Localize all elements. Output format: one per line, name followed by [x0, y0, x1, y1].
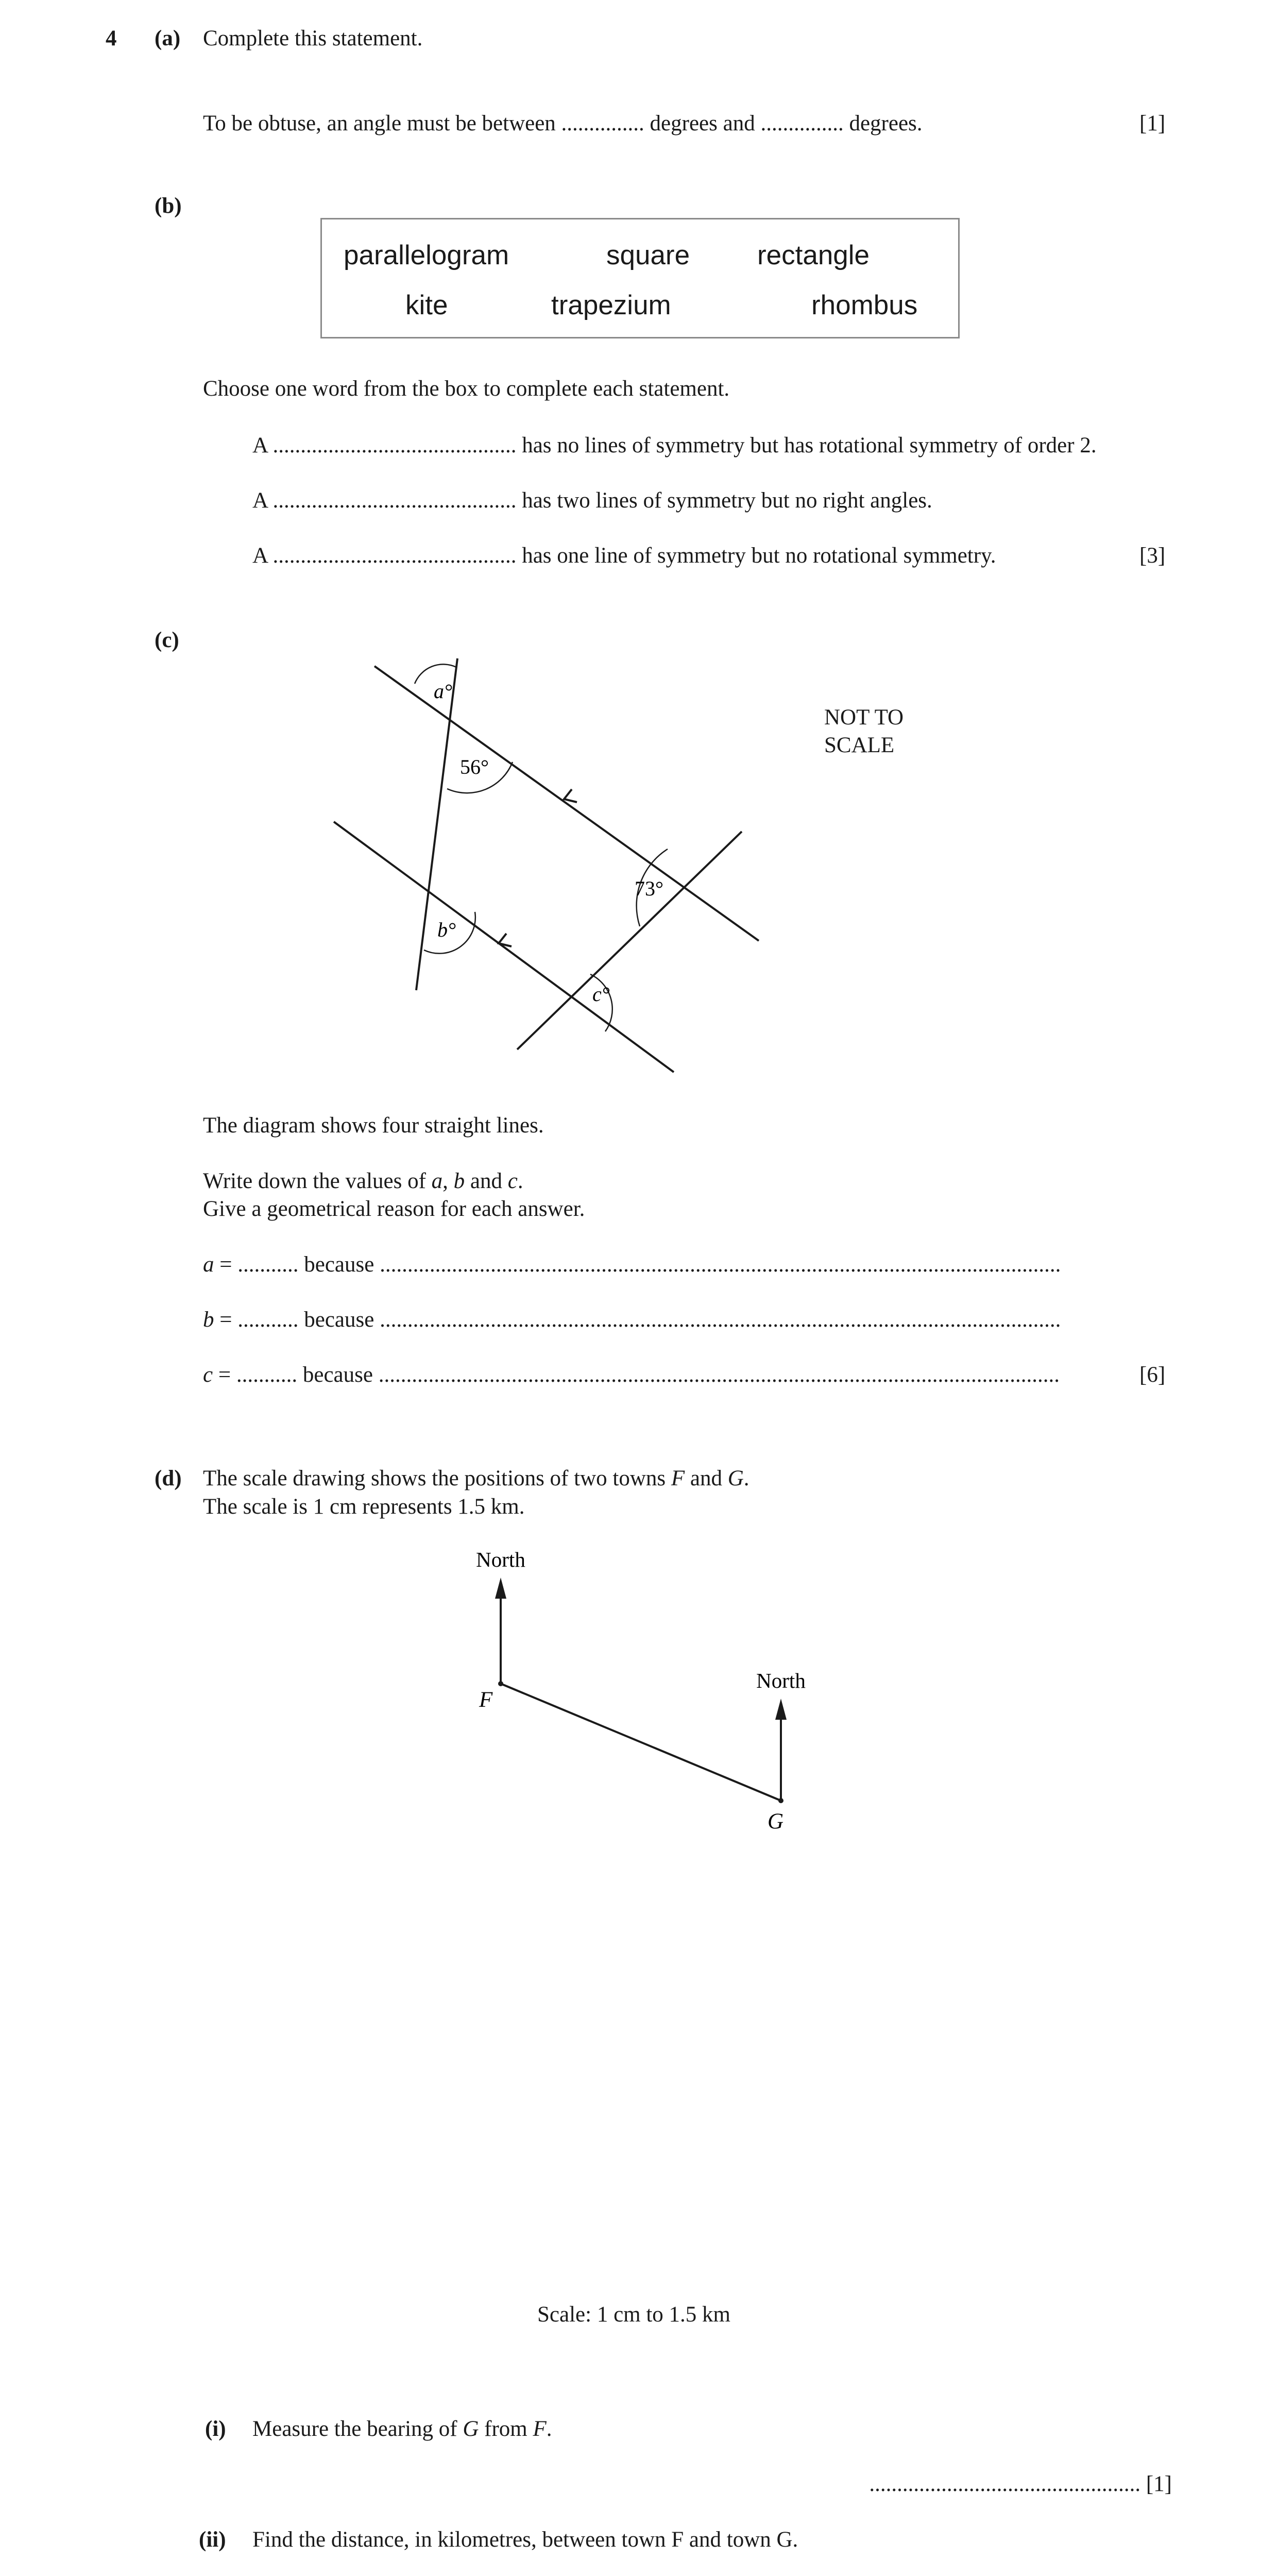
comma: , [442, 1169, 448, 1193]
part-d-label: (d) [155, 1466, 182, 1490]
var-a: a [431, 1169, 443, 1193]
value-blank-c[interactable]: ........... [236, 1363, 298, 1387]
and: and [470, 1169, 503, 1193]
part-d-i-answer [869, 2471, 1172, 2497]
part-a-text-2: degrees and [650, 111, 755, 135]
parallel-arrow-lower [499, 934, 512, 946]
transversal-line-right [517, 832, 742, 1049]
town-g: G [463, 2417, 479, 2441]
because: because [302, 1363, 373, 1387]
part-d-i-text [252, 2416, 552, 2442]
statement-text: has one line of symmetry but no rotational symmetry. [522, 544, 996, 568]
statement-text: has no lines of symmetry but has rotational symmetry of order 2. [522, 433, 1097, 457]
text: Measure the bearing of [252, 2417, 457, 2441]
box-word-rectangle: rectangle [757, 240, 870, 270]
part-c-text-2 [203, 1168, 523, 1194]
town-g-point [778, 1798, 783, 1803]
parallel-line-upper [374, 666, 759, 941]
box-word-rhombus: rhombus [811, 290, 918, 320]
not-to-scale-line-1: NOT TO [824, 705, 904, 730]
article: A [252, 488, 267, 513]
reason-blank-c[interactable]: ........................................................................................................................... [378, 1363, 1060, 1387]
part-b-marks: [3] [1139, 544, 1166, 568]
town-g-label: G [768, 1809, 784, 1834]
angle-73-label: 73° [635, 877, 663, 900]
north-label-f: North [476, 1548, 525, 1571]
part-c-label: (c) [155, 628, 179, 652]
answer-blank[interactable]: ................................................. [869, 2472, 1141, 2496]
town-f: F [671, 1466, 685, 1490]
box-word-parallelogram: parallelogram [344, 240, 509, 270]
and: and [690, 1466, 722, 1490]
part-d-line-1 [203, 1466, 749, 1491]
box-word-kite: kite [405, 290, 448, 320]
part-c-text-3: Give a geometrical reason for each answer. [203, 1197, 585, 1221]
answer-line-b [203, 1307, 1061, 1332]
parallel-arrow-upper [564, 789, 577, 802]
part-d-ii-label: (ii) [199, 2528, 226, 2552]
part-a-label: (a) [155, 26, 181, 50]
var-c: c [507, 1169, 518, 1193]
angle-c-label: c° [592, 982, 610, 1006]
statement-text: has two lines of symmetry but no right angles. [522, 488, 932, 513]
part-d-ii-text: Find the distance, in kilometres, between town F and town G. [252, 2528, 798, 2552]
scale-drawing [0, 1520, 1278, 1850]
value-blank-a[interactable]: ........... [237, 1252, 299, 1277]
town-g: G [727, 1466, 744, 1490]
var-b: b [453, 1169, 465, 1193]
angle-a-label: a° [434, 680, 452, 703]
angle-b-label: b° [437, 918, 456, 941]
answer-blank[interactable]: ............................................ [272, 544, 517, 568]
not-to-scale-line-2: SCALE [824, 733, 895, 757]
part-c-marks: [6] [1139, 1363, 1166, 1387]
reason-blank-b[interactable]: ........................................................................................................................... [380, 1308, 1061, 1332]
box-word-trapezium: trapezium [551, 290, 671, 320]
part-b-instruction: Choose one word from the box to complete each statement. [203, 377, 730, 401]
line-f-to-g [501, 1684, 781, 1801]
part-a-marks: [1] [1139, 111, 1166, 135]
question-number: 4 [106, 26, 117, 50]
north-arrowhead-g [775, 1699, 787, 1720]
equals: = [219, 1252, 232, 1277]
angle-56-label: 56° [460, 755, 489, 778]
equals: = [219, 1308, 232, 1332]
part-a-text-3: degrees. [849, 111, 923, 135]
reason-blank-a[interactable]: ........................................................................................................................... [380, 1252, 1061, 1277]
period: . [743, 1466, 749, 1490]
town-f-point [498, 1681, 503, 1686]
because: because [304, 1252, 374, 1277]
answer-line-a [203, 1252, 1061, 1277]
value-blank-b[interactable]: ........... [237, 1308, 299, 1332]
part-a-answer-blank-2[interactable]: ............... [760, 111, 844, 135]
answer-blank[interactable]: ............................................ [272, 488, 517, 513]
article: A [252, 433, 267, 457]
answer-blank[interactable]: ............................................ [272, 433, 517, 457]
north-arrowhead-f [495, 1578, 506, 1599]
text: The scale drawing shows the positions of two towns [203, 1466, 666, 1490]
part-a-answer-blank-1[interactable]: ............... [561, 111, 644, 135]
from: from [484, 2417, 527, 2441]
north-label-g: North [756, 1669, 806, 1692]
period: . [517, 1169, 523, 1193]
part-b-label: (b) [155, 194, 182, 218]
article: A [252, 544, 267, 568]
answer-line-c [203, 1362, 1060, 1387]
part-a-instruction: Complete this statement. [203, 26, 423, 50]
scale-caption: Scale: 1 cm to 1.5 km [537, 2302, 730, 2327]
town-f-label: F [479, 1688, 493, 1712]
part-c-text-1: The diagram shows four straight lines. [203, 1113, 544, 1138]
equals: = [218, 1363, 231, 1387]
var-c: c [203, 1363, 213, 1387]
angles-diagram [0, 0, 1278, 1108]
box-word-square: square [606, 240, 690, 270]
var-a: a [203, 1252, 214, 1277]
part-d-line-2: The scale is 1 cm represents 1.5 km. [203, 1495, 525, 1519]
town-f: F [533, 2417, 547, 2441]
var-b: b [203, 1308, 214, 1332]
period: . [546, 2417, 552, 2441]
part-a-text-1: To be obtuse, an angle must be between [203, 111, 556, 135]
text: Write down the values of [203, 1169, 426, 1193]
marks: [1] [1146, 2472, 1172, 2496]
part-d-i-label: (i) [205, 2417, 226, 2441]
because: because [304, 1308, 374, 1332]
